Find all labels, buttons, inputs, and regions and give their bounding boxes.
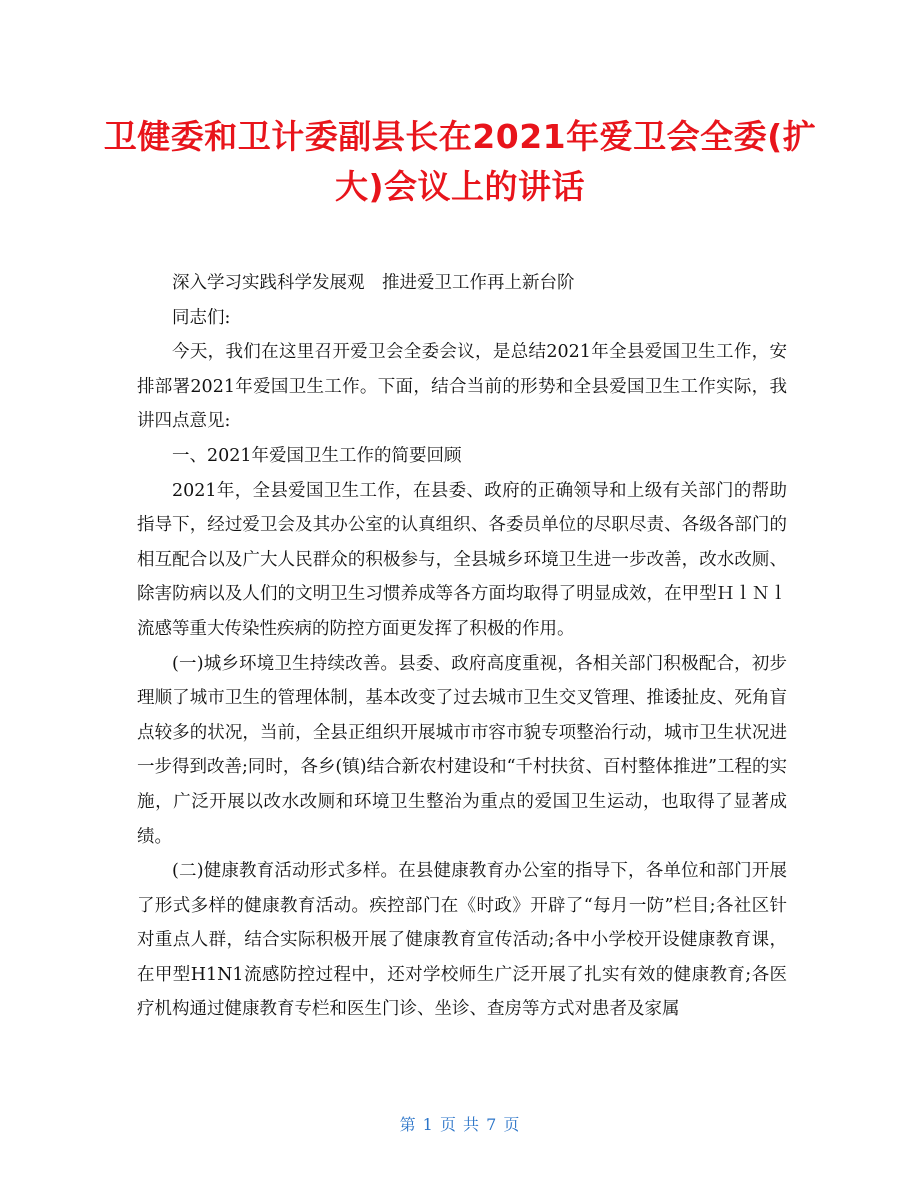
intro-paragraph: 今天，我们在这里召开爱卫会全委会议，是总结2021年全县爱国卫生工作，安排部署2021年爱国卫生工作。下面，结合当前的形势和全县爱国卫生工作实际，我讲四点意见: [137, 342, 787, 432]
page-number: 第 1 页 共 7 页 [399, 1115, 521, 1134]
education-paragraph: (二)健康教育活动形式多样。在县健康教育办公室的指导下，各单位和部门开展了形式多样的健康教育活动。疾控部门在《时政》开辟了“每月一防”栏目;各社区针对重点人群，结合实际积极开展了健康教育宣传活动;各中小学校开设健康教育课，在甲型H1N1流感防控过程中，还对学校师生广泛开展了扎实有效的健康教育;各医疗机构通过健康教育专栏和医生门诊、坐诊、查房等方式对患者及家属 [137, 861, 787, 1020]
environment-paragraph: (一)城乡环境卫生持续改善。县委、政府高度重视，各相关部门积极配合，初步理顺了城市卫生的管理体制，基本改变了过去城市卫生交叉管理、推诿扯皮、死角盲点较多的状况，当前，全县正组织开展城市市容市貌专项整治行动，城市卫生状况进一步得到改善;同时，各乡(镇)结合新农村建设和“千村扶贫、百村整体推进”工程的实施，广泛开展以改水改厕和环境卫生整治为重点的爱国卫生运动，也取得了显著成绩。 [137, 653, 787, 847]
document-title: 卫健委和卫计委副县长在2021年爱卫会全委(扩大)会议上的讲话 [103, 117, 817, 206]
section-heading: 一、2021年爱国卫生工作的简要回顾 [172, 445, 462, 466]
document-body [137, 266, 787, 1027]
review-paragraph: 2021年，全县爱国卫生工作，在县委、政府的正确领导和上级有关部门的帮助指导下，经过爱卫会及其办公室的认真组织、各委员单位的尽职尽责、各级各部门的相互配合以及广大人民群众的积极参与，全县城乡环境卫生进一步改善，改水改厕、除害防病以及人们的文明卫生习惯养成等各方面均取得了明显成效，在甲型ＨｌＮｌ流感等重大传染性疾病的防控方面更发挥了积极的作用。 [137, 480, 787, 639]
salutation-paragraph: 同志们: [172, 307, 231, 328]
subtitle-paragraph: 深入学习实践科学发展观 推进爱卫工作再上新台阶 [172, 273, 575, 293]
